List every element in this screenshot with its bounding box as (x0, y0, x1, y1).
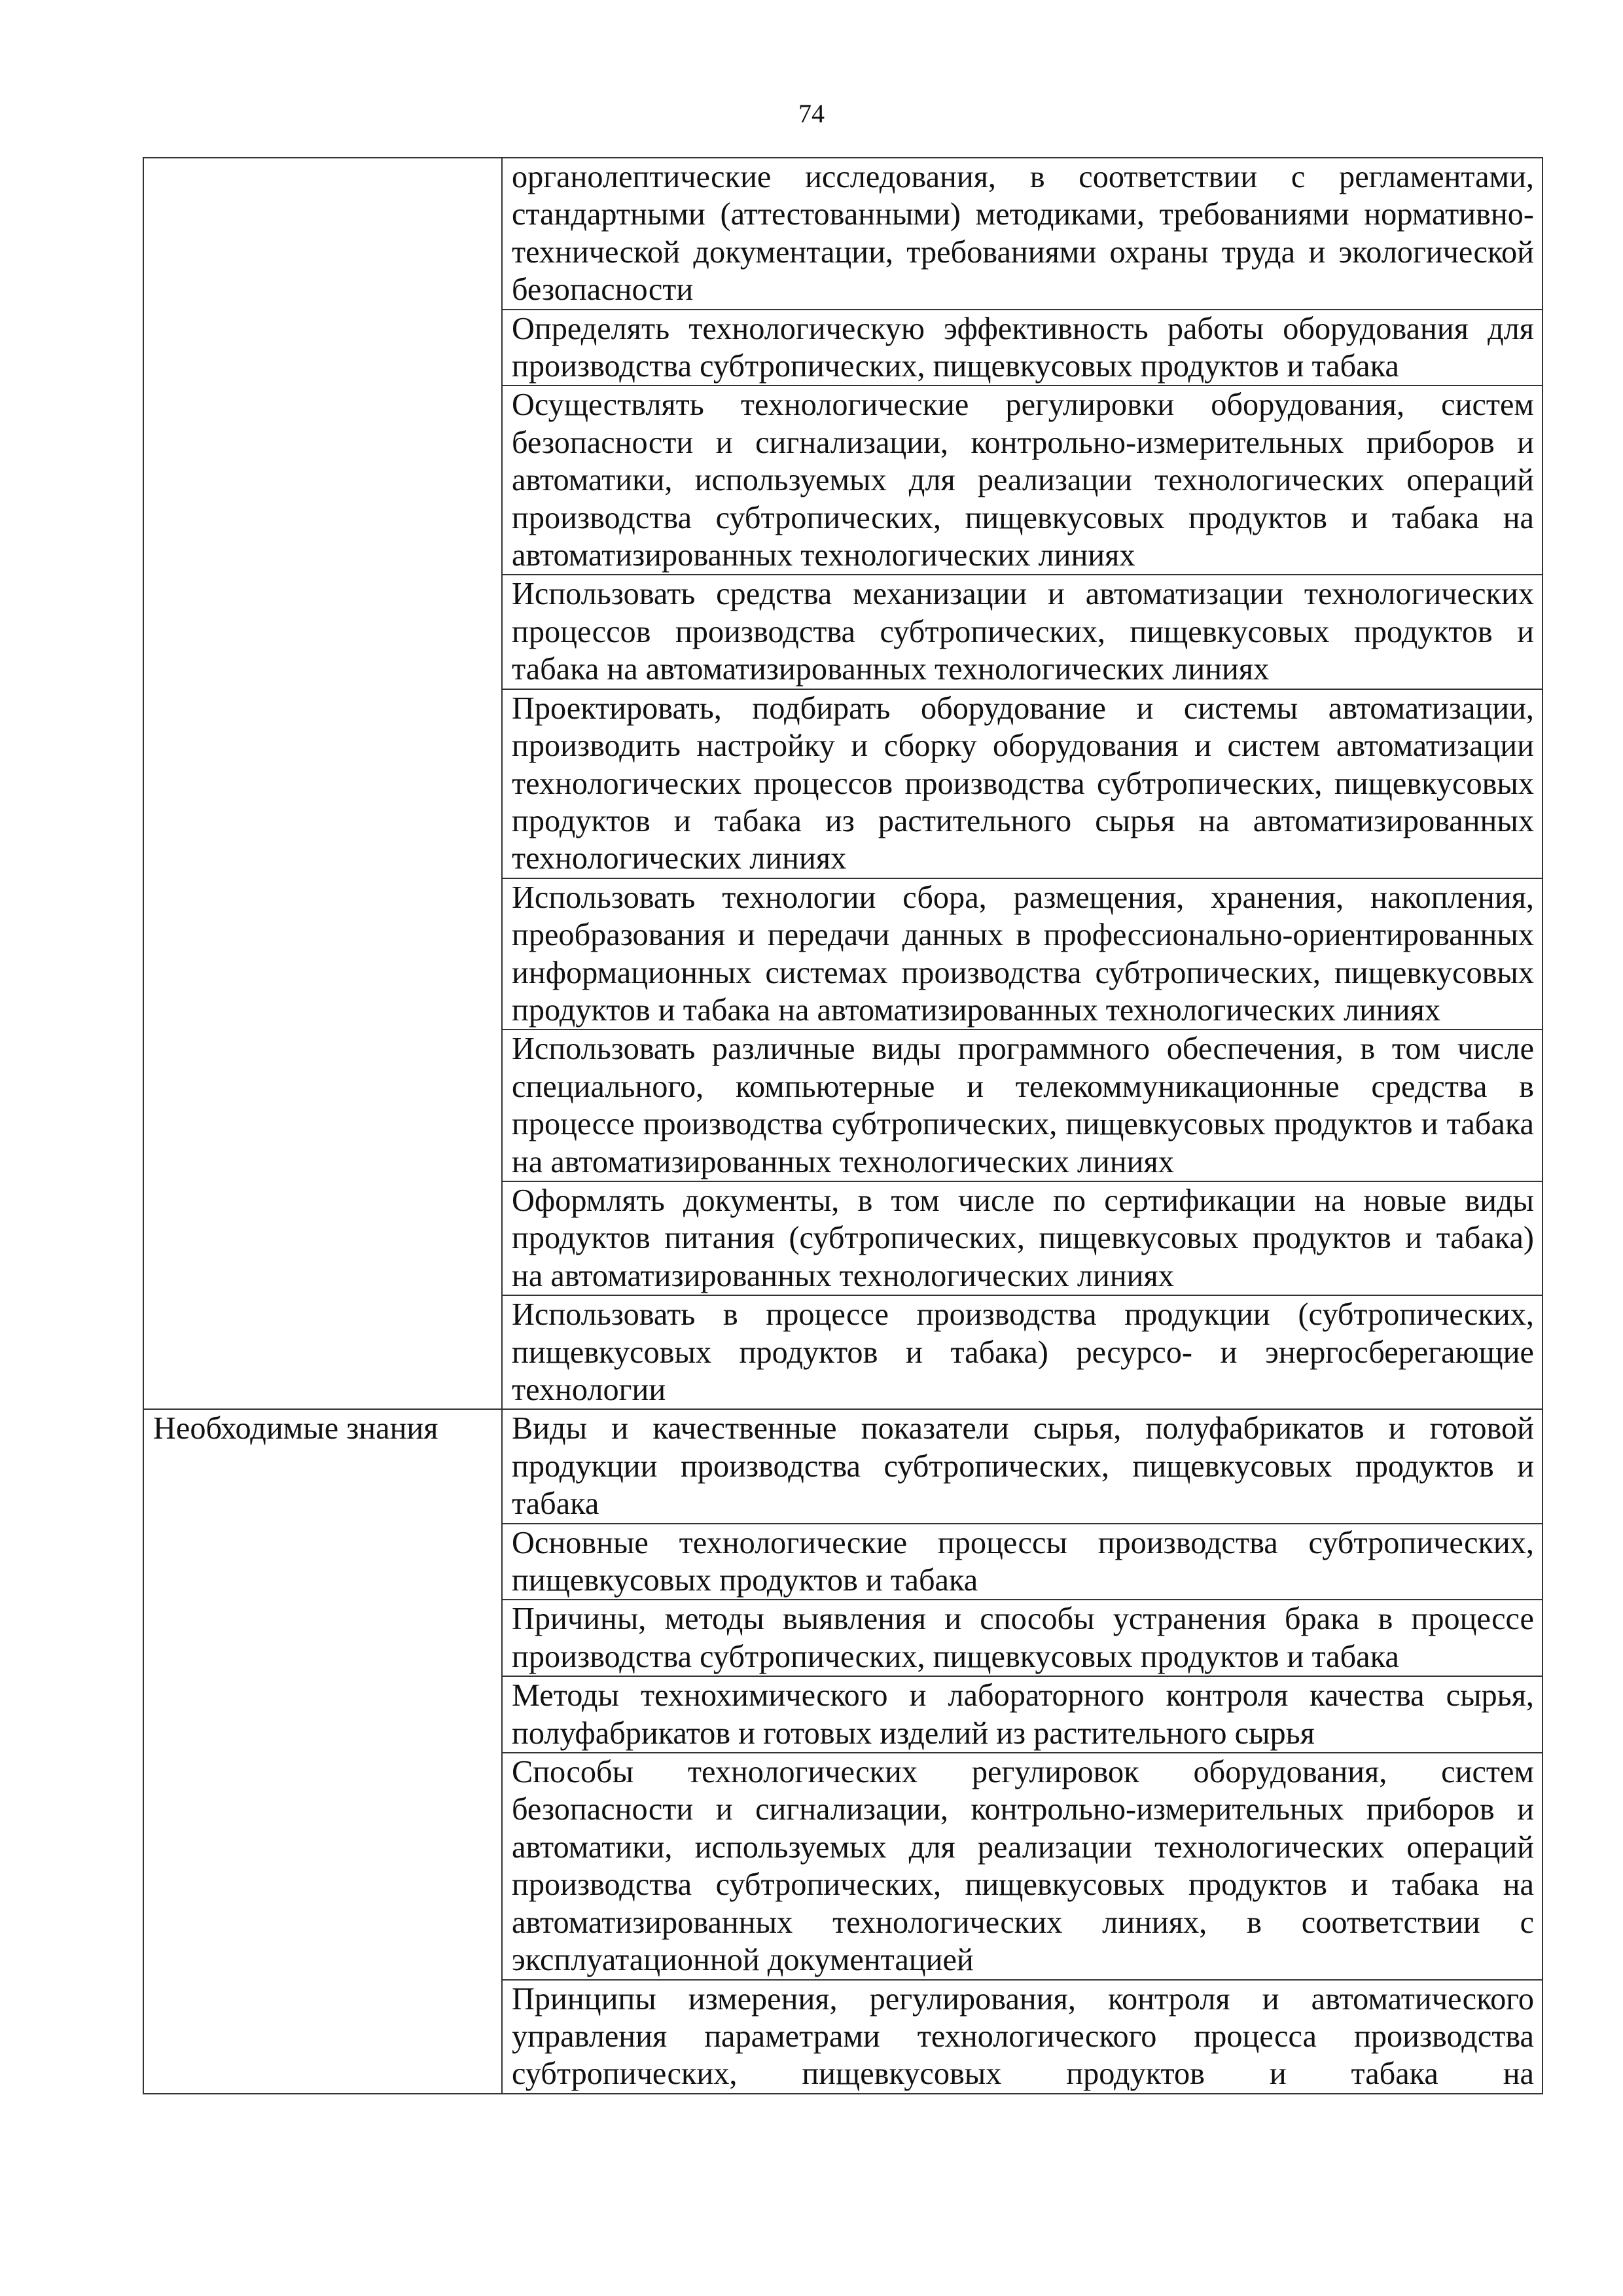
table-cell: Методы технохимического и лабораторного контроля качества сырья, полуфабрикатов и готовых изделий из растительного сырья (502, 1676, 1543, 1753)
table-cell: Виды и качественные показатели сырья, полуфабрикатов и готовой продукции производства субтропических, пищевкусовых продуктов и табака (502, 1409, 1543, 1523)
table-cell: Оформлять документы, в том числе по сертификации на новые виды продуктов питания (субтропических, пищевкусовых продуктов и табака) на автоматизированных технологических линиях (502, 1181, 1543, 1295)
requirements-table (143, 157, 1543, 2094)
page-number: 74 (798, 99, 825, 128)
table-row (143, 158, 1543, 310)
knowledge-label-cell: Необходимые знания (143, 1409, 502, 2093)
table-cell: Определять технологическую эффективность работы оборудования для производства субтропических, пищевкусовых продуктов и табака (502, 310, 1543, 386)
table-cell: Причины, методы выявления и способы устранения брака в процессе производства субтропических, пищевкусовых продуктов и табака (502, 1600, 1543, 1676)
table-cell: Проектировать, подбирать оборудование и системы автоматизации, производить настройку и сборку оборудования и систем автоматизации технологических процессов производства субтропических, пищевкусовых продуктов и табака из растительного сырья на автоматизированных технологических линиях (502, 689, 1543, 878)
table-cell: Способы технологических регулировок оборудования, систем безопасности и сигнализации, контрольно-измерительных приборов и автоматики, используемых для реализации технологических операций производства субтропических, пищевкусовых продуктов и табака на автоматизированных технологических линиях, в соответствии с эксплуатационной документацией (502, 1753, 1543, 1979)
table-cell: Использовать средства механизации и автоматизации технологических процессов производства субтропических, пищевкусовых продуктов и табака на автоматизированных технологических линиях (502, 575, 1543, 689)
table-cell: органолептические исследования, в соответствии с регламентами, стандартными (аттестованными) методиками, требованиями нормативно-технической документации, требованиями охраны труда и экологической безопасности (502, 158, 1543, 310)
table-cell: Использовать технологии сбора, размещения, хранения, накопления, преобразования и передачи данных в профессионально-ориентированных информационных системах производства субтропических, пищевкусовых продуктов и табака на автоматизированных технологических линиях (502, 878, 1543, 1030)
table-cell: Осуществлять технологические регулировки оборудования, систем безопасности и сигнализации, контрольно-измерительных приборов и автоматики, используемых для реализации технологических операций производства субтропических, пищевкусовых продуктов и табака на автоматизированных технологических линиях (502, 386, 1543, 575)
skills-label-cell (143, 158, 502, 1409)
table-cell: Принципы измерения, регулирования, контроля и автоматического управления параметрами технологического процесса производства субтропических, пищевкусовых продуктов и табака на (502, 1980, 1543, 2094)
table-cell: Использовать в процессе производства продукции (субтропических, пищевкусовых продуктов и табака) ресурсо- и энергосберегающие технологии (502, 1295, 1543, 1409)
table-cell: Использовать различные виды программного обеспечения, в том числе специального, компьютерные и телекоммуникационные средства в процессе производства субтропических, пищевкусовых продуктов и табака на автоматизированных технологических линиях (502, 1030, 1543, 1181)
table-cell: Основные технологические процессы производства субтропических, пищевкусовых продуктов и табака (502, 1524, 1543, 1600)
table-row (143, 1409, 1543, 1523)
